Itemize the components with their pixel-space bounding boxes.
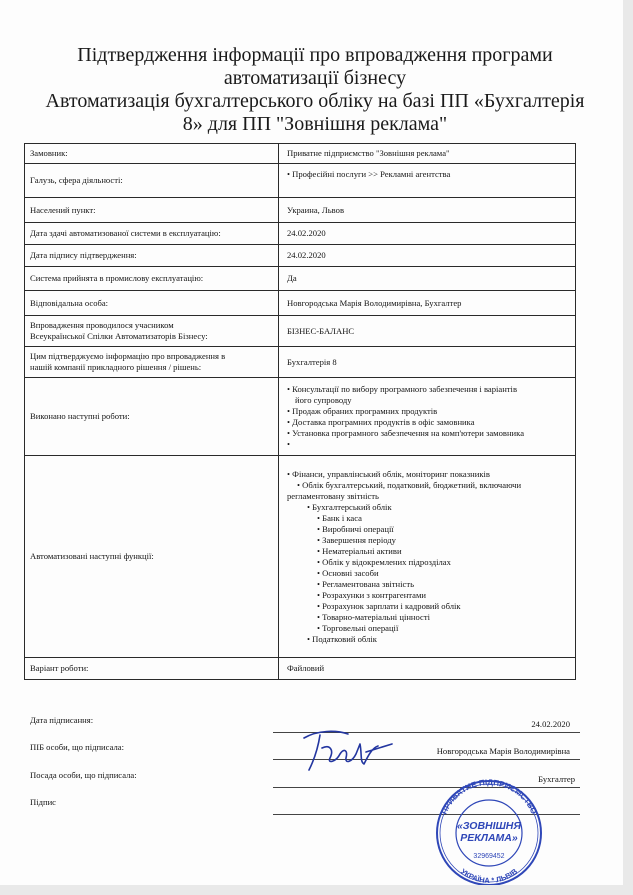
handwritten-signature (300, 726, 395, 776)
sign-date-label: Дата підпису підтвердження: (25, 245, 279, 267)
function-item: • Основні засоби (287, 568, 570, 579)
signer-position-value: Бухгалтер (538, 774, 575, 784)
page-title (20, 44, 610, 136)
function-item: • Товарно-матеріальні цінності (287, 612, 570, 623)
solution-label-line: нашій компанії прикладного рішення / рішень: (30, 362, 202, 372)
works-label: Виконано наступні роботи: (25, 378, 279, 456)
accepted-label: Система прийнята в промислову експлуатацію: (25, 267, 279, 291)
function-item: • Виробничі операції (287, 524, 570, 535)
works-item: • Продаж обраних програмних продуктів (287, 406, 570, 417)
works-item: • Установка програмного забезпечення на комп'ютери замовника (287, 428, 570, 439)
title-line: Підтвердження інформації про впровадження програми (77, 44, 553, 66)
row-city (25, 198, 576, 223)
industry-item: • Професійні послуги >> Рекламні агентства (287, 169, 570, 180)
stamp-code: 32969452 (473, 853, 505, 860)
stamp-center-line: РЕКЛАМА» (460, 832, 518, 844)
row-implementer (25, 316, 576, 347)
handover-date-label: Дата здачі автоматизованої системи в експлуатацію: (25, 223, 279, 245)
city-label: Населений пункт: (25, 198, 279, 223)
responsible-label: Відповідальна особа: (25, 291, 279, 316)
function-item-cont (287, 491, 570, 502)
works-item-cont-text: його супроводу (295, 394, 352, 405)
mode-label: Варіант роботи: (25, 658, 279, 680)
accepted-value: Да (279, 267, 576, 291)
solution-label (25, 347, 279, 378)
stamp-ring-top: ПРИВАТНЕ ПІДПРИЄМСТВО (439, 777, 539, 816)
company-stamp (427, 773, 551, 885)
function-item-cont-text: регламентовану звітність (287, 490, 379, 501)
function-item: • Регламентована звітність (287, 579, 570, 590)
function-item: • Розрахунки з контрагентами (287, 590, 570, 601)
sign-date-value: 24.02.2020 (531, 719, 570, 729)
function-item: • Облік бухгалтерський, податковий, бюджетний, включаючи (287, 480, 570, 491)
row-works (25, 378, 576, 456)
works-item-empty (287, 439, 570, 450)
city-value: Украина, Львов (279, 198, 576, 223)
function-item: • Банк і каса (287, 513, 570, 524)
responsible-value: Новгородська Марія Володимирівна, Бухгалтер (279, 291, 576, 316)
implementer-label (25, 316, 279, 347)
function-item: • Бухгалтерський облік (287, 502, 570, 513)
row-handover-date (25, 223, 576, 245)
works-item: • Доставка програмних продуктів в офіс замовника (287, 417, 570, 428)
signature-label: Підпис (30, 797, 56, 807)
works-item: • Консультації по вибору програмного забезпечення і варіантів (287, 384, 570, 395)
function-item: • Нематеріальні активи (287, 546, 570, 557)
svg-text:УКРАЇНА * ЛЬВІВ (459, 866, 520, 885)
mode-value: Файловий (279, 658, 576, 680)
function-item: • Фінанси, управлінський облік, моніторинг показників (287, 469, 570, 480)
function-item: • Завершення періоду (287, 535, 570, 546)
row-accepted (25, 267, 576, 291)
row-customer (25, 144, 576, 164)
function-item: • Розрахунок зарплати і кадровий облік (287, 601, 570, 612)
customer-label: Замовник: (25, 144, 279, 164)
title-line: Автоматизація бухгалтерського обліку на базі ПП «Бухгалтерія (45, 90, 585, 112)
row-solution (25, 347, 576, 378)
row-industry (25, 164, 576, 198)
implementer-value: БІЗНЕС-БАЛАНС (279, 316, 576, 347)
signer-position-label: Посада особи, що підписала: (30, 770, 137, 780)
stamp-center-line: «ЗОВНІШНЯ (456, 820, 522, 832)
row-responsible (25, 291, 576, 316)
implementer-label-line: Всеукраїнської Спілки Автоматизаторів Бізнесу: (30, 331, 208, 341)
confirmation-table (24, 143, 576, 680)
implementer-label-line: Впровадження проводилося учасником (30, 320, 174, 330)
sign-date-label: Дата підписання: (30, 715, 94, 725)
solution-label-line: Цим підтверджуємо інформацію про впровадження в (30, 351, 226, 361)
signer-name-value: Новгородська Марія Володимирівна (436, 746, 570, 756)
function-item: • Облік у відокремлених підрозділах (287, 557, 570, 568)
solution-value: Бухгалтерія 8 (279, 347, 576, 378)
row-functions (25, 456, 576, 658)
functions-label: Автоматизовані наступні функції: (25, 456, 279, 658)
works-list (279, 378, 576, 456)
title-line: 8» для ПП "Зовнішня реклама" (182, 113, 448, 135)
works-item-cont (287, 395, 570, 406)
handover-date-value: 24.02.2020 (279, 223, 576, 245)
sign-date-value: 24.02.2020 (279, 245, 576, 267)
function-item: • Торговельні операції (287, 623, 570, 634)
industry-value (279, 164, 576, 198)
functions-list (279, 456, 576, 658)
svg-text:ПРИВАТНЕ ПІДПРИЄМСТВО (440, 778, 539, 816)
customer-value: Приватне підприємство "Зовнішня реклама" (279, 144, 576, 164)
industry-label: Галузь, сфера діяльності: (25, 164, 279, 198)
function-item: • Податковий облік (287, 634, 570, 645)
stamp-ring-bottom: УКРАЇНА * ЛЬВІВ (458, 866, 520, 885)
row-mode (25, 658, 576, 680)
signer-name-label: ПІБ особи, що підписала: (30, 742, 124, 752)
title-line: автоматизації бізнесу (223, 67, 407, 89)
row-sign-date (25, 245, 576, 267)
